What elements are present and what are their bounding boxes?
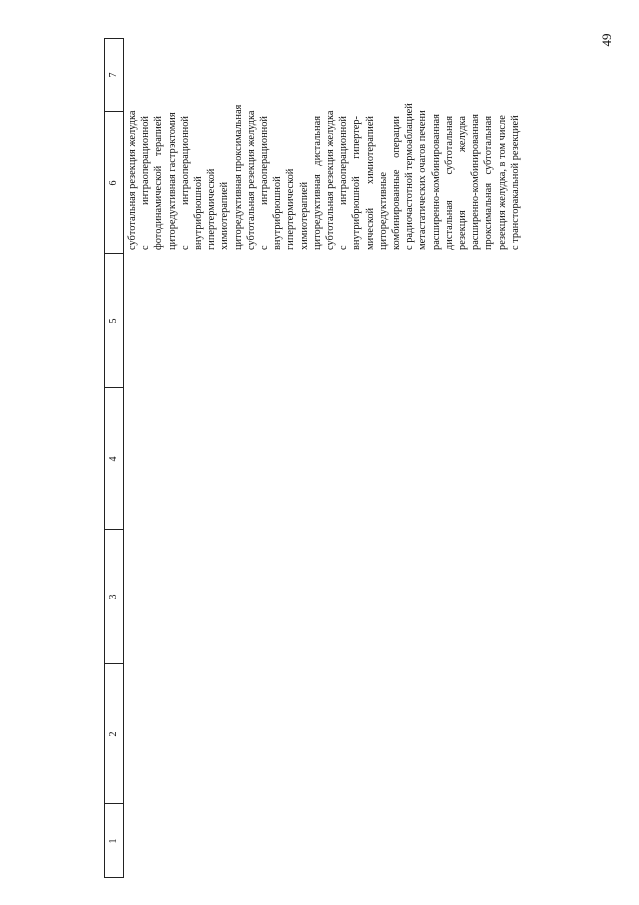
text-line: мической химиотерапией (364, 116, 376, 250)
text-line: внутрибрюшной (272, 176, 284, 250)
text-line: резекция желудка (457, 116, 469, 250)
text-line: резекция желудка, в том числе (496, 115, 508, 250)
text-line: субтотальная резекция желудка (325, 110, 337, 250)
text-line: с трансторакальной резекцией (509, 115, 521, 250)
text-line: внутрибрюшной гипертер- (351, 116, 363, 250)
col-header-7: 7 (108, 72, 119, 78)
text-line: химиотерапией (298, 181, 310, 250)
text-line: метастатических очагов печени (417, 110, 429, 250)
text-line: дистальная субтотальная (443, 116, 455, 250)
text-line: химиотерапией (219, 181, 231, 250)
text-line: фотодинамической терапией (153, 116, 165, 250)
text-line: циторедуктивная проксимальная (232, 104, 244, 250)
col-header-1: 1 (108, 838, 119, 844)
text-line: с интраоперационной (338, 116, 350, 250)
col6-cell-text (126, 103, 522, 250)
text-line: циторедуктивные (377, 172, 389, 250)
text-line: субтотальная резекция желудка (127, 110, 138, 250)
text-line: субтотальная резекция желудка (245, 110, 257, 250)
col-header-3: 3 (108, 594, 119, 600)
col-header-5: 5 (108, 318, 119, 324)
col-header-6: 6 (108, 180, 119, 186)
text-line: расширенно-комбинированная (430, 114, 442, 250)
text-line: расширенно-комбинированная (470, 114, 482, 250)
text-line: циторедуктивная дистальная (311, 116, 323, 250)
text-line: гипертермической (285, 168, 297, 250)
col-divider (104, 38, 123, 39)
col-header-4: 4 (108, 456, 119, 462)
text-line: циторедуктивная гастрэктомия (166, 112, 178, 250)
page-number: 49 (599, 33, 614, 47)
text-line: с интраоперационной (259, 116, 271, 250)
text-line: с интраоперационной (140, 116, 152, 250)
text-line: проксимальная субтотальная (483, 116, 495, 250)
table-frame (104, 38, 574, 878)
text-line: гипертермической (206, 168, 218, 250)
header-divider (123, 38, 124, 878)
text-line: с интраоперационной (179, 116, 191, 250)
text-line: с радиочастотной термоаблацией (404, 103, 416, 250)
text-line: комбинированные операции (391, 116, 403, 250)
col-header-2: 2 (108, 731, 119, 737)
rotated-table (104, 38, 521, 844)
text-line: внутрибрюшной (193, 176, 205, 250)
